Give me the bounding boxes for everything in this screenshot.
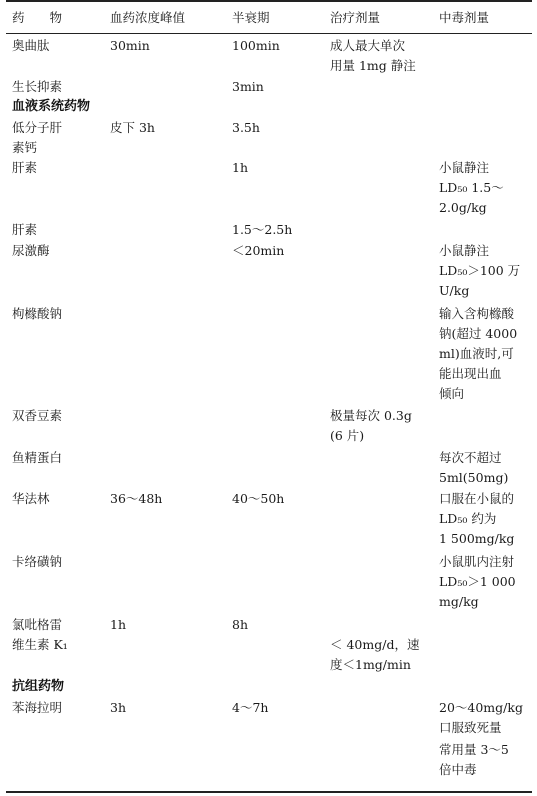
row-half-life: ＜20min <box>232 243 285 258</box>
row-toxic: 20～40mg/kg 口服致死量 <box>439 700 523 735</box>
row-therapeutic: 极量每次 0.3g (6 片) <box>330 408 412 443</box>
row-toxic: 输入含枸橼酸 钠(超过 4000 ml)血液时,可 能出现出血 倾向 <box>439 306 518 401</box>
row-half-life: 1h <box>232 160 249 175</box>
row-drug: 生长抑素 <box>12 79 63 94</box>
row-half-life: 4～7h <box>232 700 269 715</box>
row-drug: 卡络磺钠 <box>12 554 63 569</box>
row-toxic: 常用量 3～5 倍中毒 <box>439 742 509 777</box>
row-half-life: 40～50h <box>232 491 285 506</box>
row-toxic: 口服在小鼠的 LD₅₀ 约为 1 500mg/kg <box>439 491 515 546</box>
row-toxic: 小鼠静注 LD₅₀＞100 万 U/kg <box>439 243 521 298</box>
row-half-life: 100min <box>232 38 280 53</box>
section-heading: 血液系统药物 <box>12 99 91 114</box>
section-heading: 抗组药物 <box>12 679 65 694</box>
row-drug: 奥曲肽 <box>12 38 50 53</box>
row-drug: 华法林 <box>12 491 50 506</box>
table-bottom-rule <box>6 791 532 793</box>
row-toxic: 每次不超过 5ml(50mg) <box>439 450 509 485</box>
row-drug: 氯吡格雷 <box>12 617 63 632</box>
row-therapeutic: 成人最大单次 用量 1mg 静注 <box>330 38 416 73</box>
row-therapeutic: ＜ 40mg/d，速 度＜1mg/min <box>330 637 420 672</box>
row-drug: 鱼精蛋白 <box>12 450 63 465</box>
row-half-life: 1.5～2.5h <box>232 222 293 237</box>
row-peak: 1h <box>110 617 127 632</box>
header-therapeutic-dose: 治疗剂量 <box>330 10 381 25</box>
header-drug: 药 物 <box>12 10 63 25</box>
header-toxic-dose: 中毒剂量 <box>439 10 490 25</box>
row-drug: 苯海拉明 <box>12 700 63 715</box>
header-peak-concentration: 血药浓度峰值 <box>110 10 186 25</box>
row-drug: 肝素 <box>12 160 38 175</box>
row-peak: 皮下 3h <box>110 120 155 135</box>
row-drug: 肝素 <box>12 222 38 237</box>
row-drug: 低分子肝 素钙 <box>12 120 63 155</box>
row-half-life: 3.5h <box>232 120 260 135</box>
header-half-life: 半衰期 <box>232 10 270 25</box>
header-rule <box>6 33 532 34</box>
row-drug: 枸橼酸钠 <box>12 306 63 321</box>
row-drug: 尿激酶 <box>12 243 50 258</box>
row-peak: 36～48h <box>110 491 163 506</box>
row-toxic: 小鼠肌内注射 LD₅₀＞1 000 mg/kg <box>439 554 516 609</box>
row-toxic: 小鼠静注 LD₅₀ 1.5～ 2.0g/kg <box>439 160 504 215</box>
row-half-life: 3min <box>232 79 264 94</box>
row-half-life: 8h <box>232 617 249 632</box>
row-drug: 双香豆素 <box>12 408 63 423</box>
table-top-rule <box>6 0 532 2</box>
row-drug: 维生素 K₁ <box>12 637 68 652</box>
row-peak: 3h <box>110 700 127 715</box>
row-peak: 30min <box>110 38 150 53</box>
